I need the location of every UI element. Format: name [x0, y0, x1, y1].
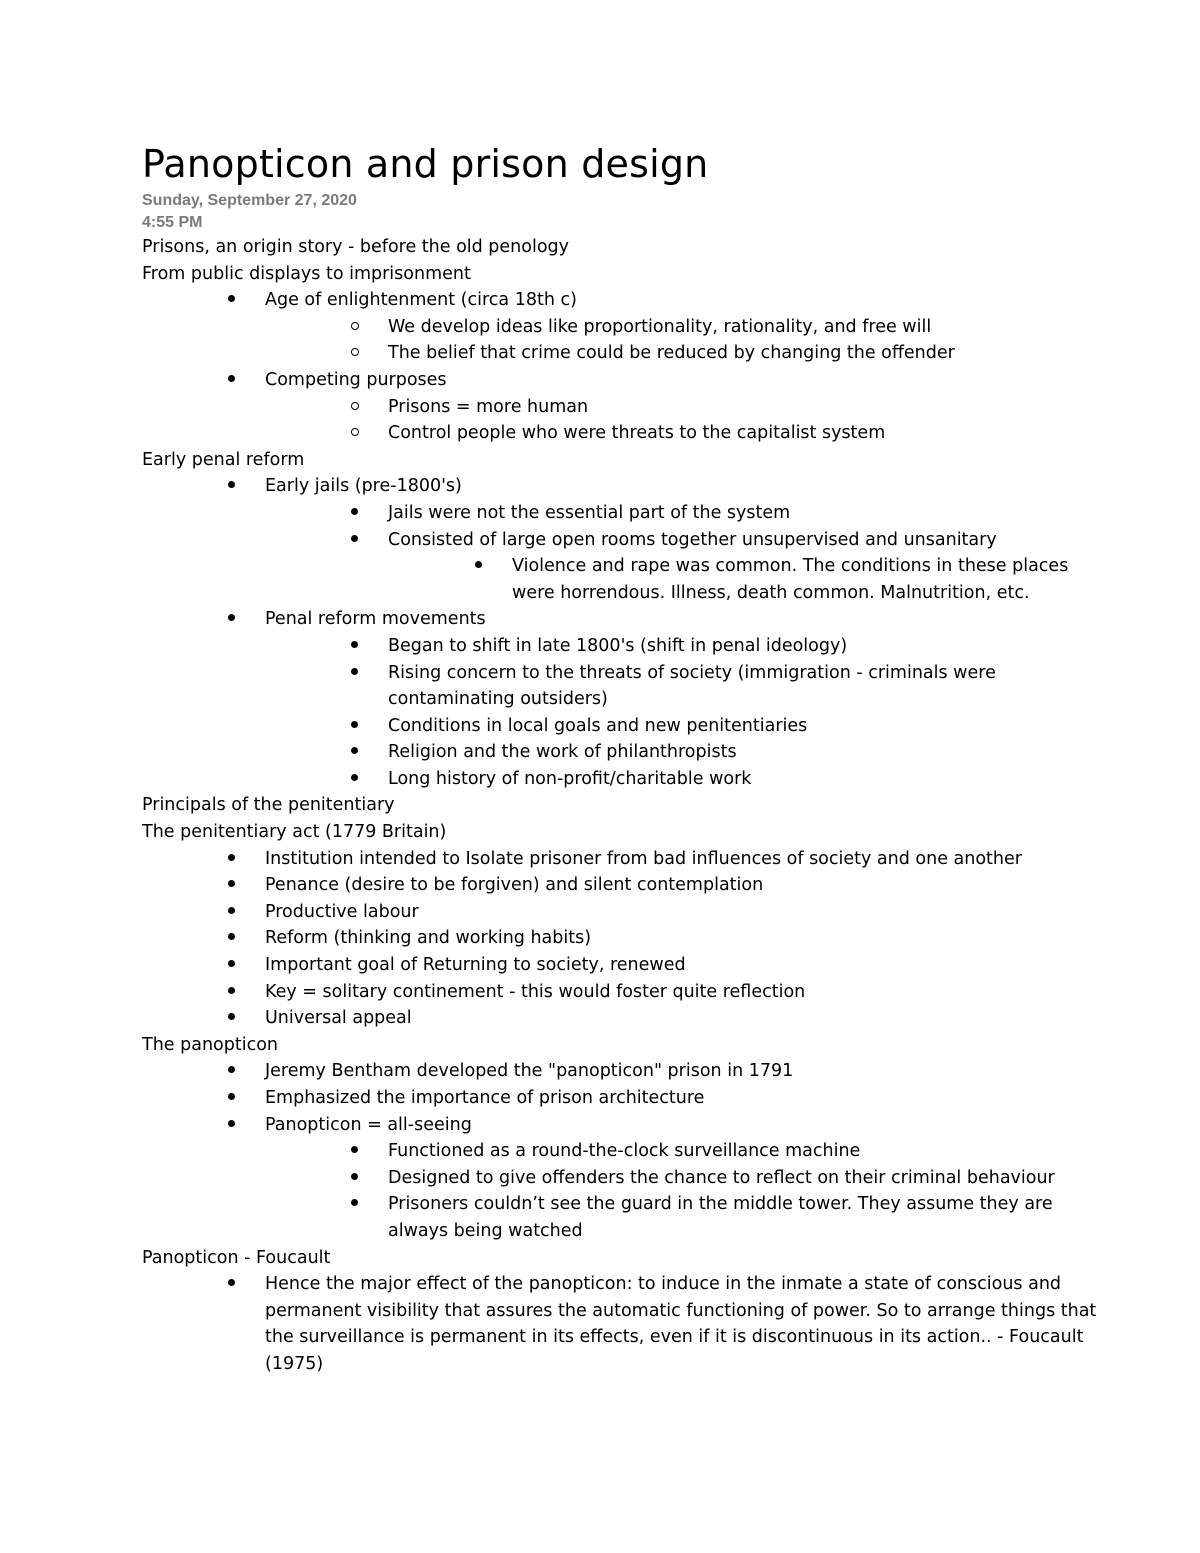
list-item	[142, 1165, 1102, 1192]
list-item	[142, 713, 1102, 740]
line-text: Conditions in local goals and new penitentiaries	[388, 715, 808, 736]
line-text: Principals of the penitentiary	[142, 795, 395, 816]
heading-line	[142, 447, 1102, 474]
list-item	[142, 952, 1102, 979]
line-text: Early penal reform	[142, 449, 305, 470]
bullet-dot-icon	[228, 899, 235, 926]
bullet-dot-icon	[228, 846, 235, 873]
line-text: Long history of non-profit/charitable work	[388, 768, 752, 789]
list-item	[142, 314, 1102, 341]
list-item	[142, 1085, 1102, 1112]
page-title: Panopticon and prison design	[142, 142, 709, 186]
list-item	[142, 367, 1102, 394]
heading-line	[142, 261, 1102, 288]
bullet-dot-icon	[228, 1058, 235, 1085]
line-text: Prisoners couldn’t see the guard in the middle tower. They assume they are always being watched	[388, 1194, 1053, 1241]
bullet-dot-icon	[228, 952, 235, 979]
line-text: The panopticon	[142, 1034, 278, 1055]
line-text: The belief that crime could be reduced by changing the offender	[388, 343, 955, 364]
bullet-dot-icon	[351, 1191, 358, 1218]
bullet-dot-icon	[351, 1138, 358, 1165]
list-item	[142, 660, 1102, 713]
list-item	[142, 1005, 1102, 1032]
line-text: Reform (thinking and working habits)	[265, 928, 592, 949]
bullet-dot-icon	[351, 766, 358, 793]
bullet-circle-icon	[351, 314, 359, 341]
list-item	[142, 1058, 1102, 1085]
heading-line	[142, 819, 1102, 846]
list-item	[142, 340, 1102, 367]
line-text: Rising concern to the threats of society (immigration - criminals were contaminating outsiders)	[388, 662, 996, 710]
line-text: Panopticon = all-seeing	[265, 1114, 472, 1135]
bullet-dot-icon	[228, 1112, 235, 1139]
list-item	[142, 1138, 1102, 1165]
line-text: Competing purposes	[265, 369, 447, 390]
line-text: The penitentiary act (1779 Britain)	[142, 822, 447, 843]
bullet-dot-icon	[351, 1165, 358, 1192]
heading-line	[142, 792, 1102, 819]
bullet-dot-icon	[228, 1085, 235, 1112]
list-item	[142, 979, 1102, 1006]
list-item	[142, 1112, 1102, 1139]
line-text: Religion and the work of philanthropists	[388, 742, 737, 763]
list-item	[142, 420, 1102, 447]
bullet-dot-icon	[228, 473, 235, 500]
line-text: Emphasized the importance of prison architecture	[265, 1088, 705, 1108]
note-time: 4:55 PM	[142, 214, 203, 231]
list-item	[142, 872, 1102, 899]
bullet-dot-icon	[228, 1005, 235, 1032]
line-text: Jeremy Bentham developed the "panopticon" prison in 1791	[265, 1061, 794, 1082]
line-text: Violence and rape was common. The conditions in these places were horrendous. Illness, death common. Malnutrition, etc.	[512, 556, 1069, 603]
bullet-dot-icon	[351, 739, 358, 766]
bullet-dot-icon	[228, 606, 235, 633]
list-item	[142, 553, 1102, 606]
list-item	[142, 500, 1102, 527]
line-text: Functioned as a round-the-clock surveillance machine	[388, 1141, 861, 1162]
bullet-dot-icon	[351, 500, 358, 527]
bullet-circle-icon	[351, 394, 359, 421]
list-item	[142, 766, 1102, 793]
list-item	[142, 739, 1102, 766]
bullet-dot-icon	[228, 979, 235, 1006]
bullet-dot-icon	[228, 925, 235, 952]
note-date: Sunday, September 27, 2020	[142, 192, 357, 209]
line-text: Panopticon - Foucault	[142, 1247, 331, 1268]
list-item	[142, 473, 1102, 500]
line-text: Prisons, an origin story - before the old penology	[142, 237, 570, 257]
line-text: Universal appeal	[265, 1008, 412, 1029]
list-item	[142, 1191, 1102, 1244]
line-text: Productive labour	[265, 901, 419, 922]
line-text: Early jails (pre-1800's)	[265, 476, 462, 497]
bullet-dot-icon	[351, 527, 358, 554]
bullet-dot-icon	[351, 633, 358, 660]
line-text: Prisons = more human	[388, 396, 589, 417]
bullet-dot-icon	[228, 872, 235, 899]
line-text: We develop ideas like proportionality, rationality, and free will	[388, 316, 932, 337]
list-item	[142, 1271, 1102, 1377]
line-text: Consisted of large open rooms together unsupervised and unsanitary	[388, 529, 997, 550]
line-text: Designed to give offenders the chance to reflect on their criminal behaviour	[388, 1167, 1055, 1188]
line-text: Began to shift in late 1800's (shift in penal ideology)	[388, 635, 848, 656]
list-item	[142, 287, 1102, 314]
bullet-circle-icon	[351, 420, 359, 447]
heading-line	[142, 1032, 1102, 1059]
note-page	[142, 142, 1102, 1378]
bullet-dot-icon	[228, 287, 235, 314]
list-item	[142, 527, 1102, 554]
heading-line	[142, 1245, 1102, 1272]
list-item	[142, 606, 1102, 633]
line-text: Penance (desire to be forgiven) and silent contemplation	[265, 875, 764, 896]
list-item	[142, 633, 1102, 660]
line-text: Institution intended to Isolate prisoner from bad influences of society and one another	[265, 848, 1022, 869]
line-text: Hence the major effect of the panopticon: to induce in the inmate a state of conscious and permanent visibility that assures the automatic functioning of power. So to arrange things that the surveillance is permanent in its effects, even if it is discontinuous in its action.. - Foucault (1975)	[265, 1274, 1097, 1374]
line-text: Age of enlightenment (circa 18th c)	[265, 290, 577, 311]
list-item	[142, 899, 1102, 926]
heading-line	[142, 234, 1102, 261]
line-text: Penal reform movements	[265, 609, 486, 630]
note-body[interactable]	[142, 234, 1102, 1378]
list-item	[142, 925, 1102, 952]
bullet-dot-icon	[475, 553, 482, 580]
line-text: Important goal of Returning to society, renewed	[265, 955, 686, 976]
bullet-dot-icon	[228, 367, 235, 394]
line-text: Control people who were threats to the capitalist system	[388, 423, 886, 444]
line-text: From public displays to imprisonment	[142, 263, 471, 284]
bullet-circle-icon	[351, 340, 359, 367]
bullet-dot-icon	[351, 713, 358, 740]
bullet-dot-icon	[228, 1271, 235, 1298]
line-text: Key = solitary continement - this would foster quite reflection	[265, 981, 806, 1002]
line-text: Jails were not the essential part of the system	[388, 502, 791, 523]
bullet-dot-icon	[351, 660, 358, 687]
list-item	[142, 846, 1102, 873]
list-item	[142, 394, 1102, 421]
